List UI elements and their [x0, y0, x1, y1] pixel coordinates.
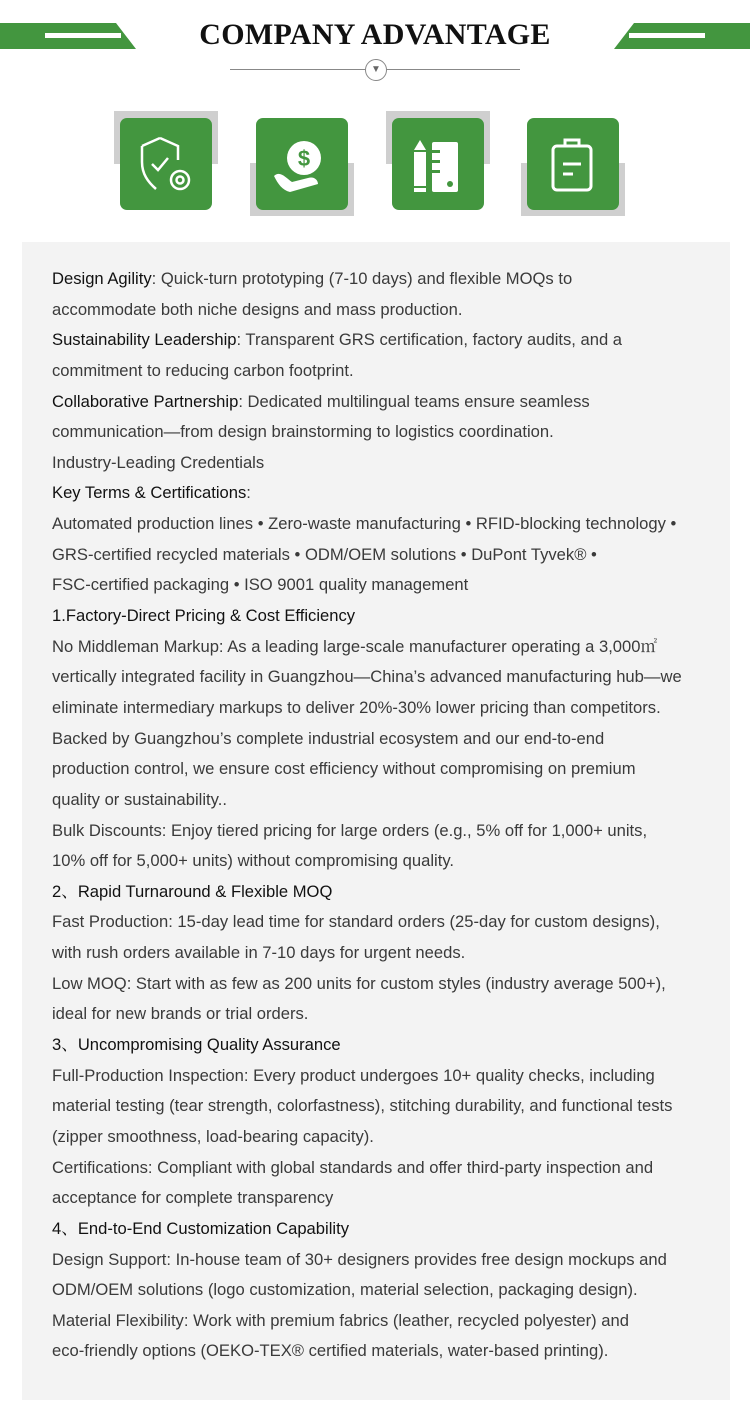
text-line: [52, 264, 682, 295]
text-line: [52, 999, 682, 1030]
line-text: Bulk Discounts: Enjoy tiered pricing for large orders (e.g., 5% off for 1,000+ units,: [52, 820, 648, 840]
text-line: [52, 785, 682, 816]
line-label: 1.Factory-Direct Pricing & Cost Efficiency: [52, 606, 356, 626]
text-line: [52, 387, 682, 418]
text-line: [52, 969, 682, 1000]
text-line: [52, 540, 682, 571]
page-title: COMPANY ADVANTAGE: [199, 18, 551, 51]
text-line: [52, 325, 682, 356]
text-line: [52, 1336, 682, 1367]
line-label: 2、Rapid Turnaround & Flexible MOQ: [52, 881, 333, 901]
text-line: [52, 356, 682, 387]
text-line: [52, 1153, 682, 1184]
line-text: Material Flexibility: Work with premium fabrics (leather, recycled polyester) and: [52, 1310, 629, 1330]
line-label: Design Agility: [52, 269, 152, 288]
text-line: [52, 754, 682, 785]
dollar-hand-icon: [256, 118, 348, 210]
text-line: [52, 601, 682, 632]
line-text: ideal for new brands or trial orders.: [52, 1004, 309, 1024]
line-text: Backed by Guangzhou’s complete industrial ecosystem and our end-to-end: [52, 728, 605, 748]
text-line: [52, 846, 682, 877]
pencil-ruler-icon: [392, 118, 484, 210]
line-text: GRS-certified recycled materials • ODM/OEM solutions • DuPont Tyvek® •: [52, 544, 597, 564]
text-line: [52, 478, 682, 509]
clipboard-icon: [527, 118, 619, 210]
text-line: [52, 1122, 682, 1153]
svg-text:$: $: [297, 146, 311, 171]
line-text: communication—from design brainstorming to logistics coordination.: [52, 422, 554, 442]
text-line: [52, 1306, 682, 1337]
text-line: [52, 417, 682, 448]
line-text: : Dedicated multilingual teams ensure seamless: [238, 391, 590, 411]
line-label: Collaborative Partnership: [52, 391, 239, 411]
line-text: material testing (tear strength, colorfastness), stitching durability, and functional tests: [52, 1096, 673, 1116]
text-line: [52, 509, 682, 540]
line-text: :: [246, 483, 251, 503]
line-text: with rush orders available in 7-10 days for urgent needs.: [52, 943, 466, 963]
line-text: Fast Production: 15-day lead time for standard orders (25-day for custom designs),: [52, 912, 660, 932]
line-label: 4、End-to-End Customization Capability: [52, 1218, 349, 1238]
text-line: [52, 877, 682, 908]
line-text: eco-friendly options (OEKO-TEX® certified materials, water-based printing).: [52, 1341, 609, 1361]
line-text: (zipper smoothness, load-bearing capacity).: [52, 1126, 374, 1146]
line-text: acceptance for complete transparency: [52, 1188, 334, 1208]
text-line: [52, 1245, 682, 1276]
line-label: Sustainability Leadership: [52, 330, 237, 350]
text-line: [52, 938, 682, 969]
text-line: [52, 693, 682, 724]
line-text: No Middleman Markup: As a leading large-scale manufacturer operating a 3,000㎡: [52, 636, 658, 656]
text-line: [52, 1030, 682, 1061]
line-text: Automated production lines • Zero-waste manufacturing • RFID-blocking technology •: [52, 514, 677, 534]
line-text: : Transparent GRS certification, factory audits, and a: [236, 330, 623, 350]
text-line: [52, 1214, 682, 1245]
text-line: [52, 295, 682, 326]
chevron-down-icon: ▼: [365, 59, 387, 81]
line-label: 3、Uncompromising Quality Assurance: [52, 1035, 341, 1055]
line-text: Industry-Leading Credentials: [52, 452, 265, 472]
text-line: [52, 570, 682, 601]
text-line: [52, 724, 682, 755]
text-line: [52, 1091, 682, 1122]
line-label: Key Terms & Certifications: [52, 483, 247, 503]
text-line: [52, 632, 682, 663]
line-text: Certifications: Compliant with global standards and offer third-party inspection and: [52, 1157, 654, 1177]
line-text: accommodate both niche designs and mass production.: [52, 299, 463, 319]
line-text: : Quick-turn prototyping (7-10 days) and flexible MOQs to: [151, 269, 573, 288]
text-line: [52, 448, 682, 479]
text-line: [52, 662, 682, 693]
advantages-text: [52, 264, 682, 1367]
line-text: vertically integrated facility in Guangzhou—China’s advanced manufacturing hub—we: [52, 667, 682, 687]
text-line: [52, 1183, 682, 1214]
line-text: Full-Production Inspection: Every product undergoes 10+ quality checks, including: [52, 1065, 655, 1085]
line-text: FSC-certified packaging • ISO 9001 quality management: [52, 575, 469, 595]
line-text: 10% off for 5,000+ units) without compromising quality.: [52, 851, 454, 871]
text-line: [52, 1275, 682, 1306]
line-text: production control, we ensure cost efficiency without compromising on premium: [52, 759, 636, 779]
shield-gear-icon: [120, 118, 212, 210]
line-text: Low MOQ: Start with as few as 200 units for custom styles (industry average 500+),: [52, 973, 666, 993]
line-text: ODM/OEM solutions (logo customization, material selection, packaging design).: [52, 1280, 638, 1300]
line-text: commitment to reducing carbon footprint.: [52, 360, 354, 380]
line-text: eliminate intermediary markups to deliver 20%-30% lower pricing than competitors.: [52, 697, 661, 717]
text-line: [52, 1061, 682, 1092]
line-text: Design Support: In-house team of 30+ designers provides free design mockups and: [52, 1249, 667, 1269]
line-text: quality or sustainability..: [52, 789, 227, 809]
text-line: [52, 816, 682, 847]
text-line: [52, 907, 682, 938]
